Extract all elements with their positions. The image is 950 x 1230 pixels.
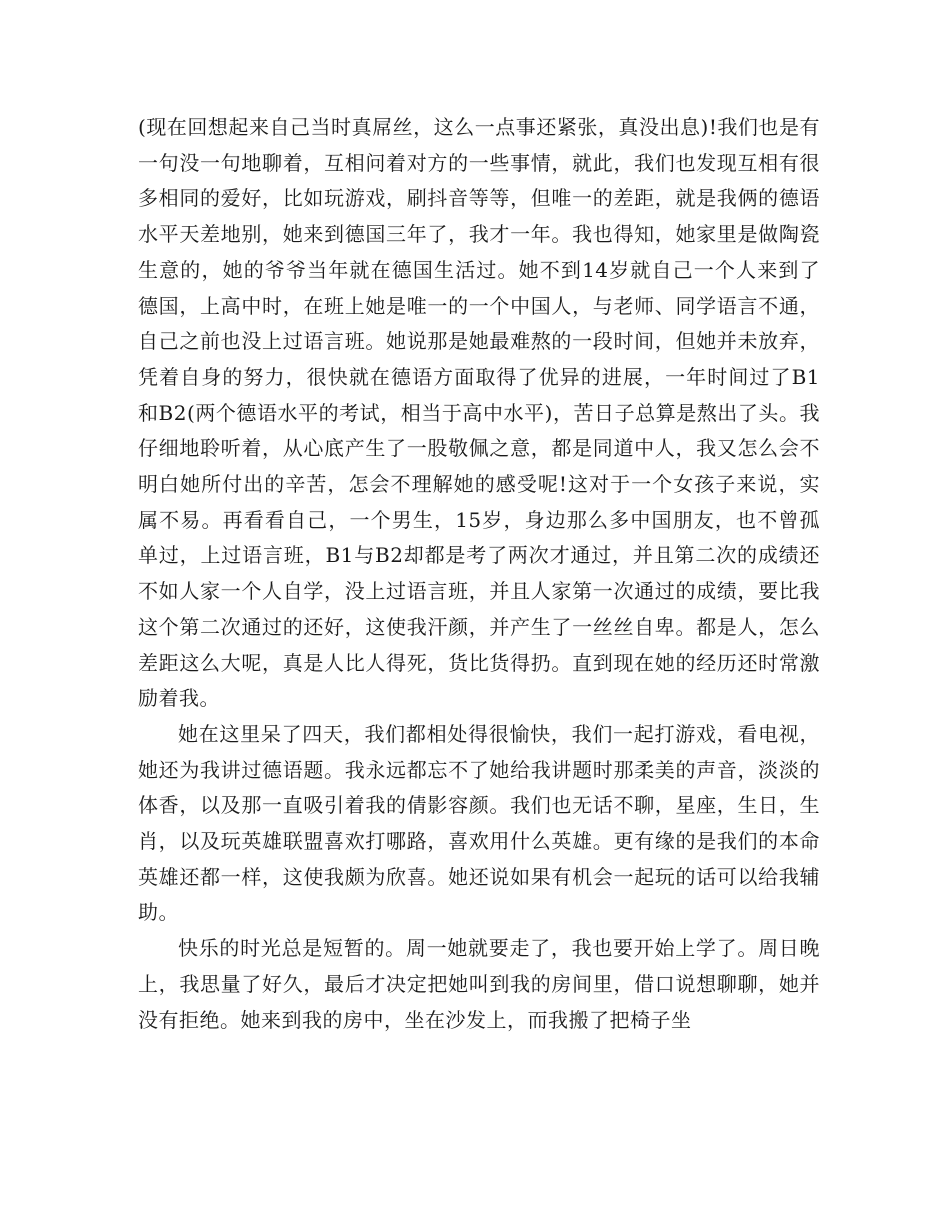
paragraph-2: 她在这里呆了四天，我们都相处得很愉快，我们一起打游戏，看电视，她还为我讲过德语题。我永远都忘不了她给我讲题时那柔美的声音，淡淡的体香，以及那一直吸引着我的倩影容颜。我们也无话不聊，星座，生日，生肖，以及玩英雄联盟喜欢打哪路，喜欢用什么英雄。更有缘的是我们的本命英雄还都一样，这使我颇为欣喜。她还说如果有机会一起玩的话可以给我辅助。 [138,721,820,925]
paragraph-3: 快乐的时光总是短暂的。周一她就要走了，我也要开始上学了。周日晚上，我思量了好久，最后才决定把她叫到我的房间里，借口说想聊聊，她并没有拒绝。她来到我的房中，坐在沙发上，而我搬了把椅子坐 [138,936,820,1032]
document-body [138,110,820,1038]
paragraph-1: (现在回想起来自己当时真屌丝，这么一点事还紧张，真没出息)!我们也是有一句没一句地聊着，互相问着对方的一些事情，就此，我们也发现互相有很多相同的爱好，比如玩游戏，刷抖音等等，但唯一的差距，就是我俩的德语水平天差地别，她来到德国三年了，我才一年。我也得知，她家里是做陶瓷生意的，她的爷爷当年就在德国生活过。她不到14岁就自己一个人来到了德国，上高中时，在班上她是唯一的一个中国人，与老师、同学语言不通，自己之前也没上过语言班。她说那是她最难熬的一段时间，但她并未放弃，凭着自身的努力，很快就在德语方面取得了优异的进展，一年时间过了B1和B2(两个德语水平的考试，相当于高中水平)，苦日子总算是熬出了头。我仔细地聆听着，从心底产生了一股敬佩之意，都是同道中人，我又怎么会不明白她所付出的辛苦，怎会不理解她的感受呢!这对于一个女孩子来说，实属不易。再看看自己，一个男生，15岁，身边那么多中国朋友，也不曾孤单过，上过语言班，B1与B2却都是考了两次才通过，并且第二次的成绩还不如人家一个人自学，没上过语言班，并且人家第一次通过的成绩，要比我这个第二次通过的还好，这使我汗颜，并产生了一丝丝自卑。都是人，怎么差距这么大呢，真是人比人得死，货比货得扔。直到现在她的经历还时常激励着我。 [138,115,820,711]
